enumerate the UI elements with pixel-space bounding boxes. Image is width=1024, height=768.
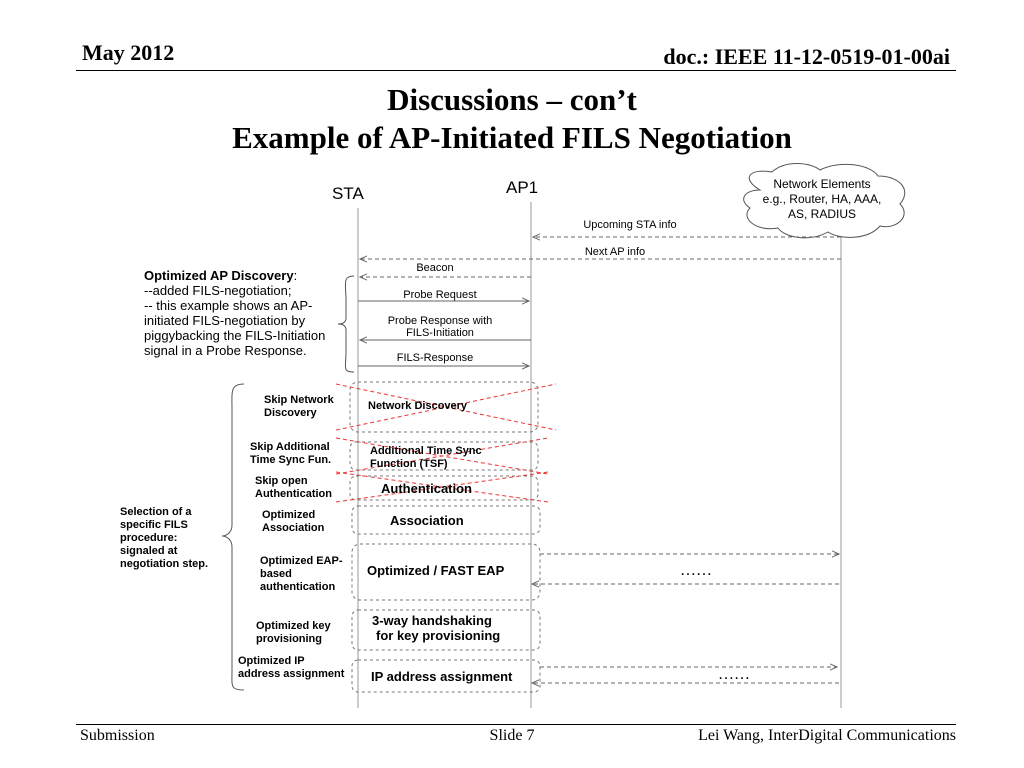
msg-probe-request: Probe Request <box>403 289 477 301</box>
cloud-line2: e.g., Router, HA, AAA, <box>762 192 882 206</box>
selection-note <box>120 506 230 571</box>
cloud-line1: Network Elements <box>773 177 871 191</box>
step-label-optimized-association <box>262 509 324 535</box>
network-discovery-box-text: Network Discovery <box>368 400 468 412</box>
network-elements-text <box>742 177 902 222</box>
skip-open-auth-label-line2: Authentication <box>255 488 332 500</box>
key-box-line1: 3-way handshaking <box>372 613 492 628</box>
cloud-line3: AS, RADIUS <box>787 207 856 221</box>
selection-note-line5: negotiation step. <box>120 558 208 570</box>
opt-ip-label-line1: Optimized IP <box>238 655 305 667</box>
time-sync-box-line1: Additional Time Sync <box>370 445 482 457</box>
msg-probe-response-line2: FILS-Initiation <box>406 327 474 339</box>
footer-left: Submission <box>80 727 155 744</box>
msg-probe-response-line1: Probe Response with <box>387 315 493 327</box>
association-box-text: Association <box>390 513 464 528</box>
opt-association-label-line2: Association <box>262 522 325 534</box>
eap-ellipsis: …… <box>680 562 712 579</box>
footer-author: Lei Wang, InterDigital Communications <box>698 727 956 744</box>
key-box-line2: for key provisioning <box>376 628 501 643</box>
skip-time-sync-label-line1: Skip Additional <box>250 441 330 453</box>
ap1-entity-label: AP1 <box>506 178 539 197</box>
opt-eap-label-line3: authentication <box>260 581 336 593</box>
discovery-note-colon: : <box>293 268 298 283</box>
key-provisioning-box-text <box>372 613 500 643</box>
step-label-optimized-eap <box>260 555 343 594</box>
opt-ip-label-line2: address assignment <box>238 668 345 680</box>
step-label-optimized-ip <box>238 655 344 681</box>
discovery-note-line2: -- this example shows an AP- <box>144 298 313 313</box>
msg-upcoming-sta-info: Upcoming STA info <box>583 219 677 231</box>
discovery-note-line1: --added FILS-negotiation; <box>144 283 292 298</box>
opt-eap-label-line1: Optimized EAP- <box>260 555 343 567</box>
authentication-box-text: Authentication <box>381 481 472 496</box>
header-doc-id: doc.: IEEE 11-12-0519-01-00ai <box>663 44 950 69</box>
ip-ellipsis: …… <box>718 666 750 683</box>
slide-title-line2: Example of AP-Initiated FILS Negotiation <box>232 120 792 155</box>
skip-open-auth-label-line1: Skip open <box>255 475 308 487</box>
selection-note-line1: Selection of a <box>120 506 192 518</box>
skip-network-label-line1: Skip Network <box>264 394 334 406</box>
skip-time-sync-label-line2: Time Sync Fun. <box>250 454 332 466</box>
opt-eap-label-line2: based <box>260 568 292 580</box>
ip-assignment-box-text: IP address assignment <box>371 669 513 684</box>
selection-note-line3: procedure: <box>120 532 178 544</box>
msg-beacon: Beacon <box>416 262 454 274</box>
step-label-skip-time-sync <box>250 441 331 467</box>
time-sync-box-text <box>370 445 482 471</box>
discovery-note-line3: initiated FILS-negotiation by <box>144 313 306 328</box>
fast-eap-box-text: Optimized / FAST EAP <box>367 563 505 578</box>
skip-network-label-line2: Discovery <box>264 407 317 419</box>
footer-rule <box>76 724 956 725</box>
discovery-note-heading: Optimized AP Discovery <box>144 268 294 283</box>
selection-note-line2: specific FILS <box>120 519 188 531</box>
msg-next-ap-info: Next AP info <box>584 246 646 258</box>
discovery-note-line4: piggybacking the FILS-Initiation <box>144 328 326 343</box>
sta-entity-label: STA <box>332 184 364 203</box>
step-label-skip-open-auth <box>255 475 332 501</box>
discovery-note-line5: signal in a Probe Response. <box>144 343 307 358</box>
discovery-note <box>144 268 344 358</box>
selection-note-line4: signaled at <box>120 545 178 557</box>
step-label-skip-network-discovery <box>264 394 334 420</box>
footer-slide-number: Slide 7 <box>489 727 535 744</box>
step-label-optimized-key <box>256 620 331 646</box>
msg-probe-response <box>365 315 515 339</box>
slide-title-line1: Discussions – con’t <box>387 82 637 117</box>
opt-key-label-line2: provisioning <box>256 633 322 645</box>
msg-fils-response: FILS-Response <box>396 352 474 364</box>
time-sync-box-line2: Function (TSF) <box>370 458 448 470</box>
opt-key-label-line1: Optimized key <box>256 620 331 632</box>
opt-association-label-line1: Optimized <box>262 509 316 521</box>
header-date: May 2012 <box>82 40 175 65</box>
